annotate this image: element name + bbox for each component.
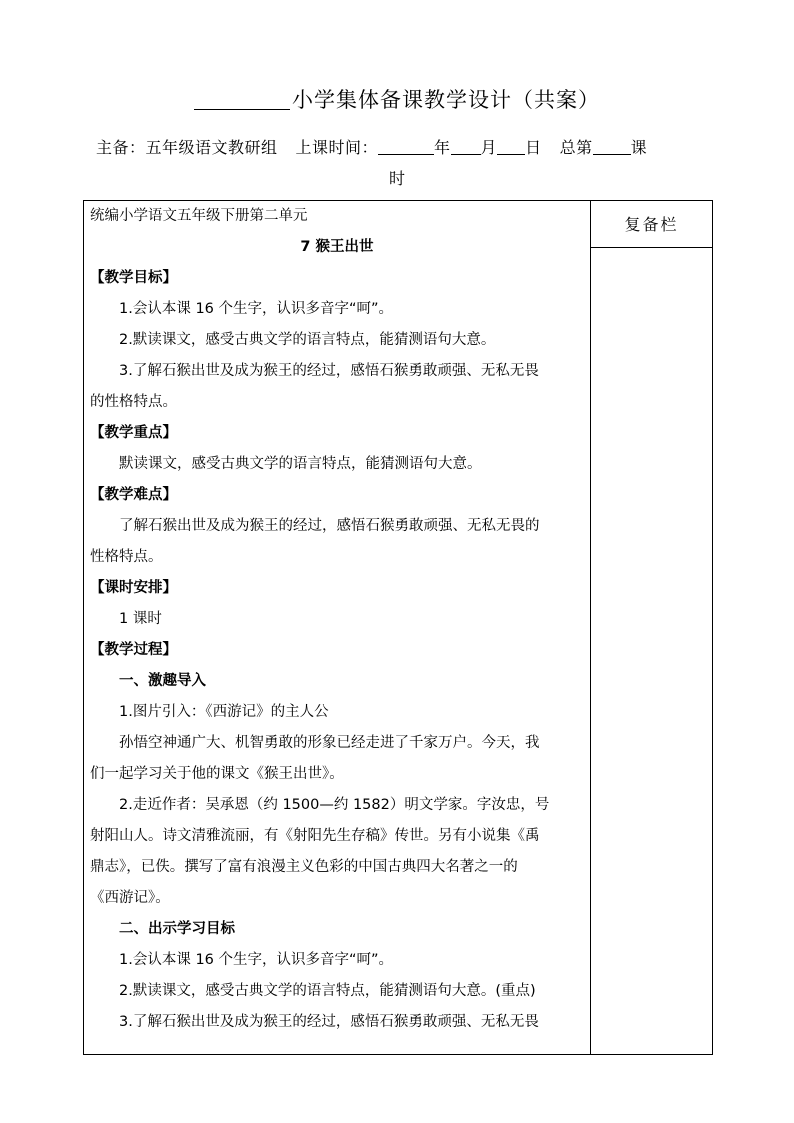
review-column-header: 复备栏 xyxy=(591,201,712,248)
content-line: 1.会认本课 16 个生字，认识多音字“呵”。 xyxy=(119,301,394,317)
content-line: 鼎志》，已佚。撰写了富有浪漫主义色彩的中国古典四大名著之一的 xyxy=(90,859,518,875)
lesson-plan-table xyxy=(83,200,713,1055)
content-line: 3.了解石猴出世及成为猴王的经过，感悟石猴勇敢顽强、无私无畏 xyxy=(119,363,539,379)
title-text: 小学集体备课教学设计（共案） xyxy=(292,88,600,112)
unit-label: 统编小学语文五年级下册第二单元 xyxy=(90,208,308,224)
content-line: 1.会认本课 16 个生字，认识多音字“呵”。 xyxy=(119,952,394,968)
content-line: 1 课时 xyxy=(119,611,162,627)
content-line: 2.默读课文，感受古典文学的语言特点，能猜测语句大意。 xyxy=(119,332,496,348)
content-line: 们一起学习关于他的课文《猴王出世》。 xyxy=(90,766,344,782)
content-line: 射阳山人。诗文清雅流丽，有《射阳先生存稿》传世。另有小说集《禹 xyxy=(90,828,540,844)
month-label: 月 xyxy=(480,138,498,157)
content-line: 2.默读课文，感受古典文学的语言特点，能猜测语句大意。(重点) xyxy=(119,983,536,999)
section-heading: 【教学难点】 xyxy=(90,487,177,503)
lesson-unit-label-2: 时 xyxy=(389,169,406,188)
content-line: 2.走近作者：吴承恩（约 1500—约 1582）明文学家。字汝忠，号 xyxy=(119,797,550,813)
lesson-unit-label: 课 xyxy=(630,138,648,157)
review-column xyxy=(591,201,713,1055)
section-heading: 【教学目标】 xyxy=(90,270,177,286)
lesson-info-line xyxy=(96,128,706,168)
total-blank xyxy=(593,138,631,155)
day-label: 日 xyxy=(525,138,542,157)
content-line: 默读课文，感受古典文学的语言特点，能猜测语句大意。 xyxy=(119,456,482,472)
section-heading: 【教学重点】 xyxy=(90,425,177,441)
content-body xyxy=(90,263,584,1038)
content-line: 的性格特点。 xyxy=(90,394,177,410)
lead-label: 主备：五年级语文教研组 xyxy=(96,138,278,157)
time-label: 上课时间： xyxy=(295,138,379,157)
year-label: 年 xyxy=(434,138,451,157)
content-line: 一、激趣导入 xyxy=(119,673,206,689)
content-line: 孙悟空神通广大、机智勇敢的形象已经走进了千家万户。今天，我 xyxy=(119,735,540,751)
month-blank xyxy=(451,138,481,155)
page-title xyxy=(0,84,794,114)
lesson-title: 7 猴王出世 xyxy=(300,239,374,255)
content-line: 二、出示学习目标 xyxy=(119,921,235,937)
main-content-cell xyxy=(84,201,591,1055)
section-heading: 【教学过程】 xyxy=(90,642,177,658)
content-line: 1.图片引入：《西游记》的主人公 xyxy=(119,704,329,720)
total-label: 总第 xyxy=(559,138,593,157)
content-line: 性格特点。 xyxy=(90,549,163,565)
day-blank xyxy=(497,138,525,155)
content-line: 《西游记》。 xyxy=(90,890,170,906)
content-line: 了解石猴出世及成为猴王的经过，感悟石猴勇敢顽强、无私无畏的 xyxy=(119,518,540,534)
section-heading: 【课时安排】 xyxy=(90,580,177,596)
content-line: 3.了解石猴出世及成为猴王的经过，感悟石猴勇敢顽强、无私无畏 xyxy=(119,1014,539,1030)
school-name-blank xyxy=(194,89,290,110)
year-blank xyxy=(378,138,434,155)
